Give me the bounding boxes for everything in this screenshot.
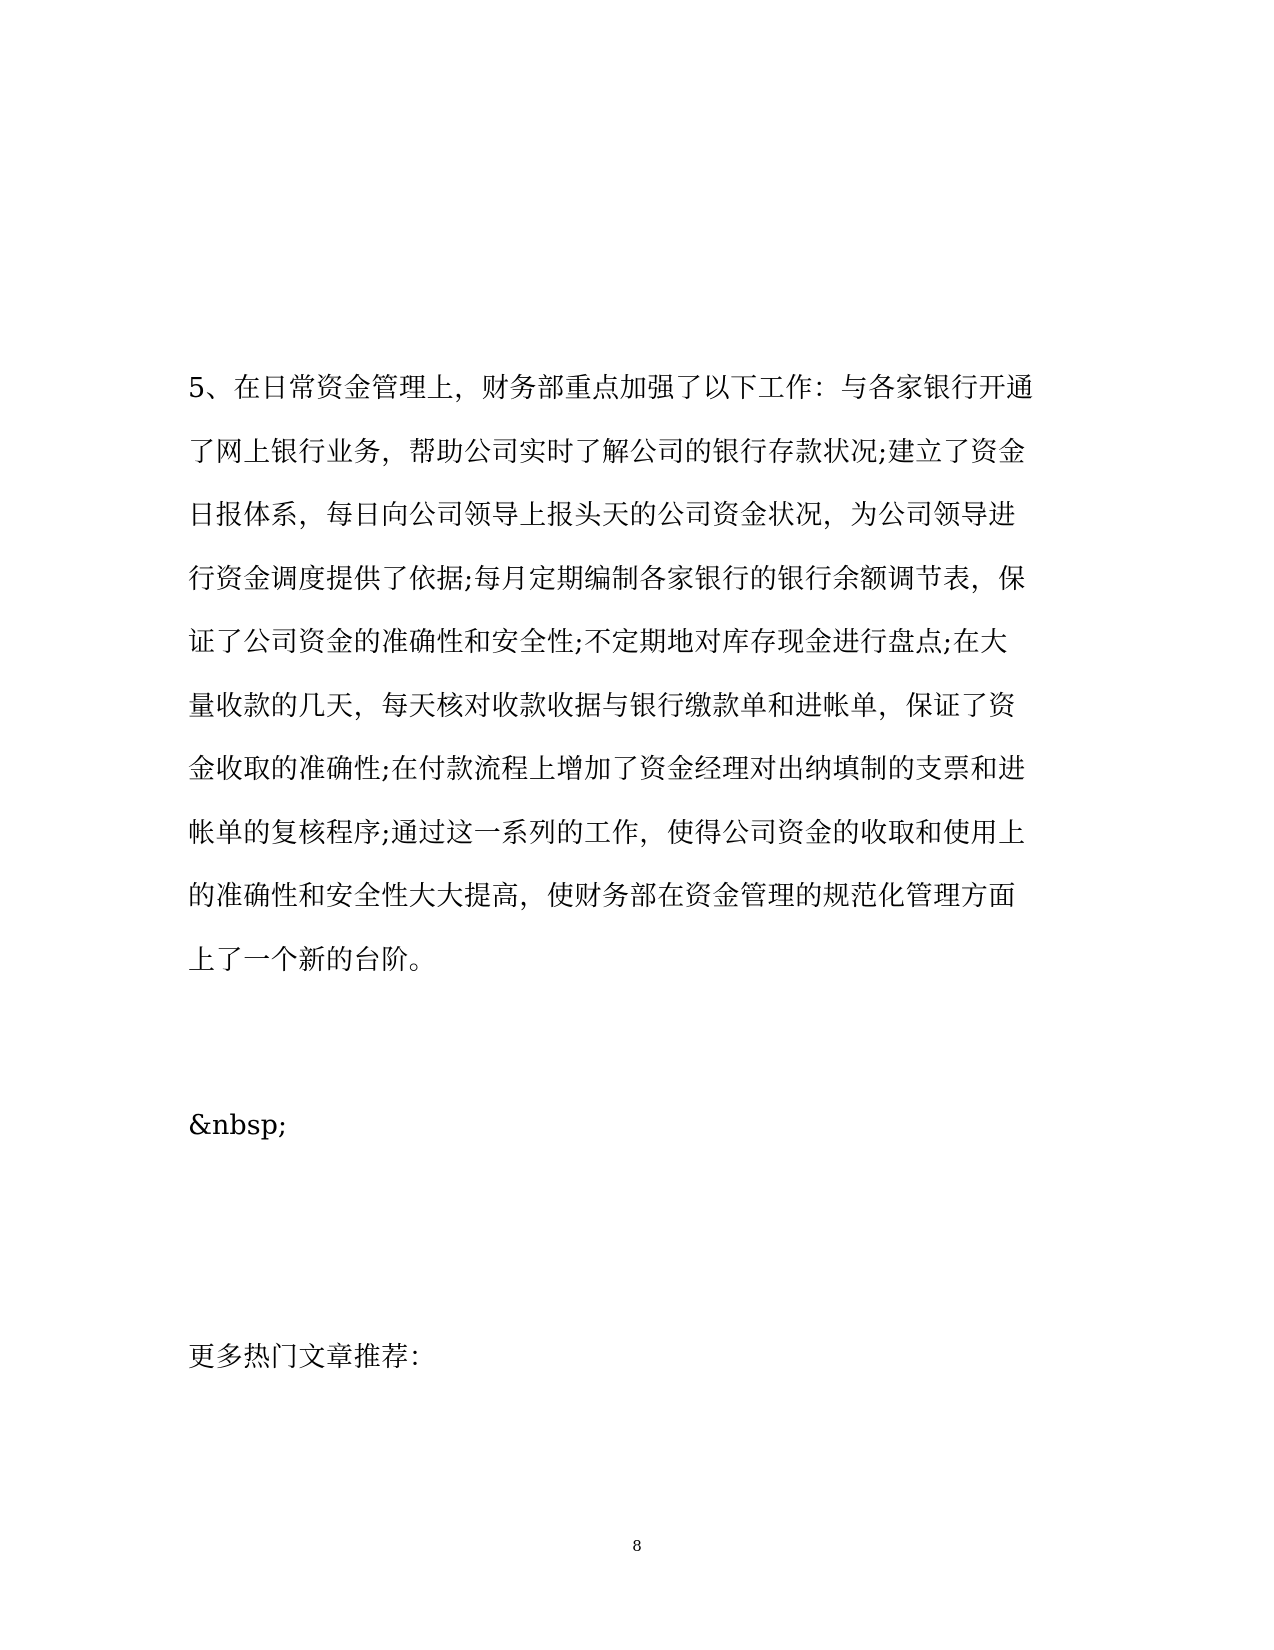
paragraph-line: 了网上银行业务，帮助公司实时了解公司的银行存款状况;建立了资金 xyxy=(188,436,1026,468)
paragraph-line: 上了一个新的台阶。 xyxy=(188,944,437,976)
page-number: 8 xyxy=(632,1537,642,1555)
paragraph-line: 的准确性和安全性大大提高，使财务部在资金管理的规范化管理方面 xyxy=(188,881,1016,912)
paragraph-line: 帐单的复核程序;通过这一系列的工作，使得公司资金的收取和使用上 xyxy=(188,817,1026,849)
paragraph-line: 证了公司资金的准确性和安全性;不定期地对库存现金进行盘点;在大 xyxy=(188,627,1008,658)
paragraph-line: 日报体系，每日向公司领导上报头天的公司资金状况，为公司领导进 xyxy=(188,500,1016,531)
body-paragraph xyxy=(188,357,1068,992)
more-articles-heading: 更多热门文章推荐： xyxy=(188,1342,437,1373)
nbsp-entity-text: &nbsp; xyxy=(188,1110,287,1141)
paragraph-line: 金收取的准确性;在付款流程上增加了资金经理对出纳填制的支票和进 xyxy=(188,754,1026,785)
paragraph-line: 行资金调度提供了依据;每月定期编制各家银行的银行余额调节表，保 xyxy=(188,563,1026,595)
paragraph-line: 5、在日常资金管理上，财务部重点加强了以下工作：与各家银行开通 xyxy=(188,373,1034,404)
paragraph-line: 量收款的几天，每天核对收款收据与银行缴款单和进帐单，保证了资 xyxy=(188,690,1016,722)
